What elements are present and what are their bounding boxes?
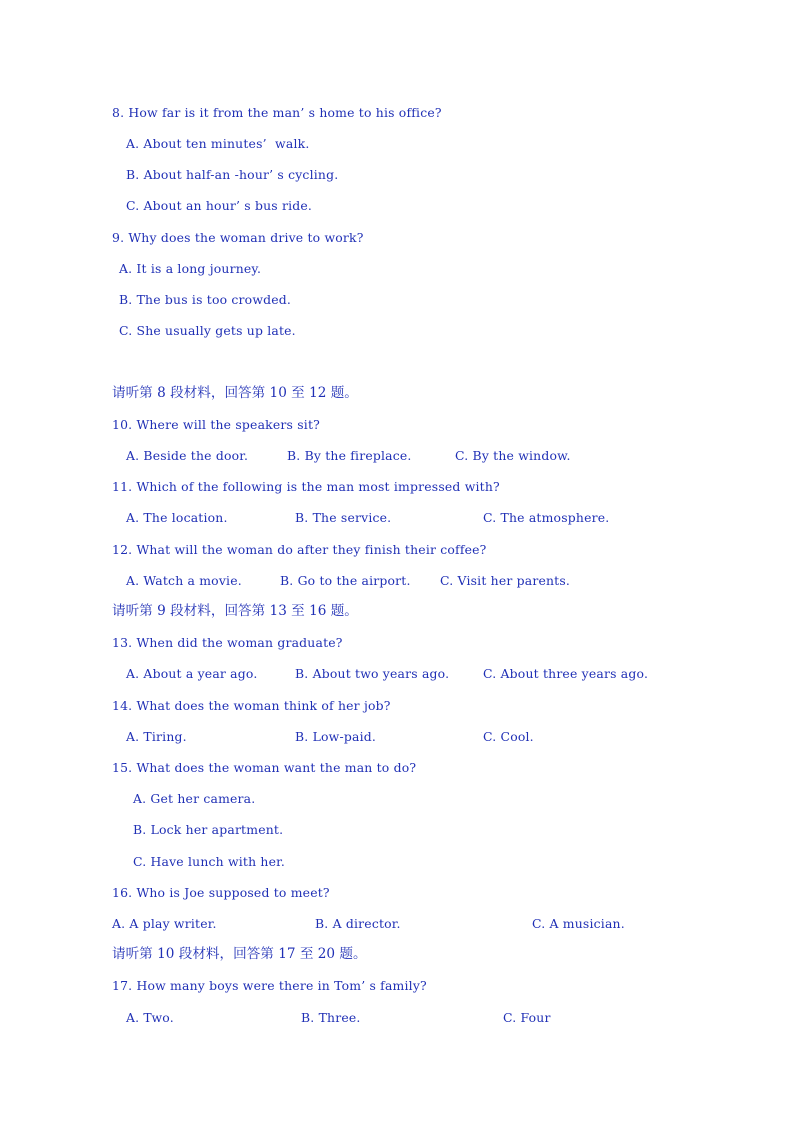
question-9-option-a: A. It is a long journey. (119, 261, 262, 276)
question-12-option-a: A. Watch a movie. (126, 573, 242, 588)
question-14-option-b: B. Low-paid. (295, 729, 377, 744)
question-15-option-c: C. Have lunch with her. (133, 854, 286, 869)
question-16-option-b: B. A director. (315, 916, 401, 931)
question-8-option-c: C. About an hour’ s bus ride. (126, 198, 313, 213)
question-13-option-b: B. About two years ago. (295, 666, 450, 681)
section-10-instruction: 请听第 10 段材料，回答第 17 至 20 题。 (112, 946, 367, 962)
question-16-option-a: A. A play writer. (112, 916, 217, 931)
section-9-instruction: 请听第 9 段材料，回答第 13 至 16 题。 (112, 603, 358, 619)
question-10-option-a: A. Beside the door. (126, 448, 249, 463)
question-17-option-a: A. Two. (126, 1010, 174, 1025)
question-12-stem: 12. What will the woman do after they finish their coffee? (112, 542, 487, 557)
question-13-option-c: C. About three years ago. (483, 666, 649, 681)
question-14-option-a: A. Tiring. (126, 729, 187, 744)
section-8-instruction: 请听第 8 段材料，回答第 10 至 12 题。 (112, 385, 358, 401)
question-10-stem: 10. Where will the speakers sit? (112, 417, 320, 432)
question-11-option-c: C. The atmosphere. (483, 510, 610, 525)
question-16-option-c: C. A musician. (532, 916, 625, 931)
question-17-stem: 17. How many boys were there in Tom’ s family? (112, 978, 427, 993)
question-14-stem: 14. What does the woman think of her job? (112, 698, 391, 713)
question-11-stem: 11. Which of the following is the man most impressed with? (112, 479, 500, 494)
question-9-option-b: B. The bus is too crowded. (119, 292, 292, 307)
question-10-option-c: C. By the window. (455, 448, 571, 463)
question-11-option-a: A. The location. (126, 510, 228, 525)
question-11-option-b: B. The service. (295, 510, 392, 525)
question-15-option-b: B. Lock her apartment. (133, 822, 284, 837)
question-12-option-b: B. Go to the airport. (280, 573, 411, 588)
question-13-option-a: A. About a year ago. (126, 666, 258, 681)
question-10-option-b: B. By the fireplace. (287, 448, 412, 463)
question-15-option-a: A. Get her camera. (133, 791, 256, 806)
question-8-stem: 8. How far is it from the man’ s home to his office? (112, 105, 442, 120)
question-12-option-c: C. Visit her parents. (440, 573, 571, 588)
question-16-stem: 16. Who is Joe supposed to meet? (112, 885, 330, 900)
question-15-stem: 15. What does the woman want the man to do? (112, 760, 417, 775)
question-14-option-c: C. Cool. (483, 729, 534, 744)
question-8-option-a: A. About ten minutes’ walk. (126, 136, 310, 151)
question-8-option-b: B. About half-an -hour’ s cycling. (126, 167, 339, 182)
question-9-option-c: C. She usually gets up late. (119, 323, 296, 338)
question-9-stem: 9. Why does the woman drive to work? (112, 230, 364, 245)
question-17-option-c: C. Four (503, 1010, 551, 1025)
question-13-stem: 13. When did the woman graduate? (112, 635, 343, 650)
question-17-option-b: B. Three. (301, 1010, 361, 1025)
